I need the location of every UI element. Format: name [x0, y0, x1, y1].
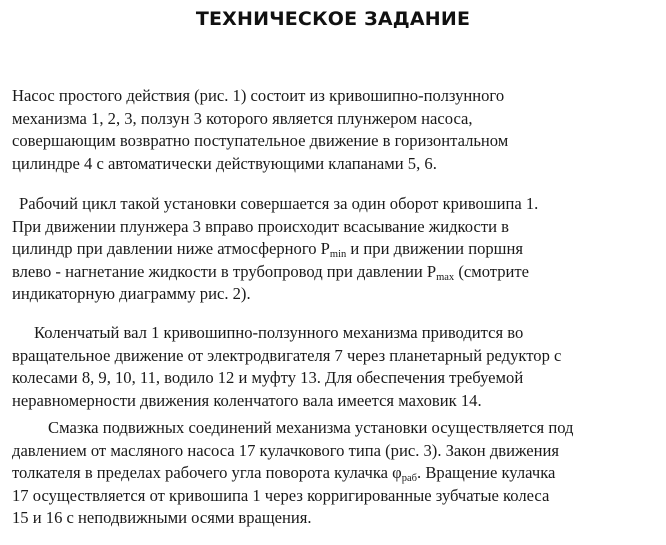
- text-line: [12, 238, 662, 261]
- text-fragment: (смотрите: [454, 261, 530, 281]
- paragraph-work-cycle: [12, 193, 662, 306]
- text-line: давлением от масляного насоса 17 кулачкового типа (рис. 3). Закон движения: [12, 440, 560, 460]
- text-line: неравномерности движения коленчатого вала имеется маховик 14.: [12, 390, 482, 410]
- text-line: совершающим возвратно поступательное движение в горизонтальном: [12, 131, 509, 150]
- text-line: [12, 462, 662, 485]
- subscript-max: max: [436, 271, 455, 283]
- text-line: 17 осуществляется от кривошипа 1 через корригированные зубчатые колеса: [12, 485, 550, 505]
- text-fragment: и при движении поршня: [346, 239, 523, 258]
- paragraph-pump-description: [12, 85, 662, 175]
- text-fragment: влево - нагнетание жидкости в трубопровод при давлении P: [12, 261, 437, 281]
- text-line: Рабочий цикл такой установки совершается за один оборот кривошипа 1.: [19, 194, 539, 213]
- text-line: Насос простого действия (рис. 1) состоит из кривошипно-ползунного: [12, 86, 505, 105]
- text-line: 15 и 16 с неподвижными осями вращения.: [12, 508, 312, 527]
- text-line: [12, 261, 662, 284]
- subscript-rab: раб: [401, 473, 418, 484]
- text-line: индикаторную диаграмму рис. 2).: [12, 284, 251, 303]
- text-fragment: цилиндр при давлении ниже атмосферного P: [12, 239, 330, 258]
- text-line: Коленчатый вал 1 кривошипно-ползунного механизма приводится во: [34, 323, 524, 342]
- text-fragment: толкателя в пределах рабочего угла поворота кулачка φ: [12, 463, 402, 482]
- text-line: При движении плунжера 3 вправо происходит всасывание жидкости в: [12, 216, 509, 236]
- page-title: ТЕХНИЧЕСКОЕ ЗАДАНИЕ: [195, 8, 471, 30]
- text-line: вращательное движение от электродвигателя 7 через планетарный редуктор с: [12, 345, 562, 365]
- text-fragment: . Вращение кулачка: [417, 463, 556, 482]
- text-line: колесами 8, 9, 10, 11, водило 12 и муфту 13. Для обеспечения требуемой: [12, 368, 524, 387]
- text-line: механизма 1, 2, 3, ползун 3 которого является плунжером насоса,: [12, 108, 473, 128]
- subscript-min: min: [329, 249, 347, 260]
- paragraph-lubrication: [12, 417, 662, 530]
- text-line: цилиндре 4 с автоматически действующими клапанами 5, 6.: [12, 153, 437, 173]
- text-line: Смазка подвижных соединений механизма установки осуществляется под: [48, 418, 574, 437]
- paragraph-crankshaft-drive: [12, 322, 662, 412]
